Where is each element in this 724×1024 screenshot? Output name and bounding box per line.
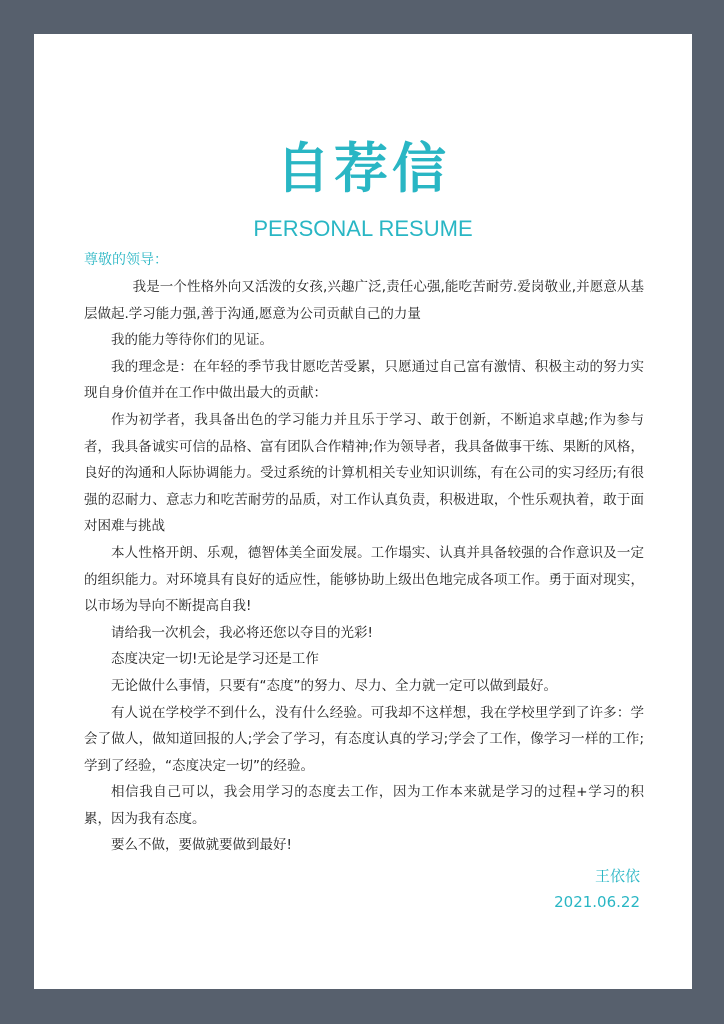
paragraph: 作为初学者，我具备出色的学习能力并且乐于学习、敢于创新，不断追求卓越;作为参与者，我具备诚实可信的品格、富有团队合作精神;作为领导者，我具备做事干练、果断的风格，良好的沟通和人际协调能力。受过系统的计算机相关专业知识训练，有在公司的实习经历;有很强的忍耐力、意志力和吃苦耐劳的品质，对工作认真负责，积极进取，个性乐观执着，敢于面对困难与挑战 — [84, 411, 644, 535]
paragraph: 要么不做，要做就要做到最好! — [111, 837, 292, 854]
signature-name: 王依依 — [594, 867, 640, 885]
page-subtitle: PERSONAL RESUME — [253, 216, 473, 241]
page-title: 自荐信 — [276, 137, 450, 200]
paragraph: 我的理念是：在年轻的季节我甘愿吃苦受累，只愿通过自己富有激情、积极主动的努力实现自身价值并在工作中做出最大的贡献： — [84, 358, 644, 402]
paragraph: 无论做什么事情，只要有“态度”的努力、尽力、全力就一定可以做到最好。 — [111, 677, 557, 694]
paragraph: 本人性格开朗、乐观，德智体美全面发展。工作塌实、认真并具备较强的合作意识及一定的组织能力。对环境具有良好的适应性，能够协助上级出色地完成各项工作。勇于面对现实，以市场为导向不断提高自我! — [84, 544, 644, 615]
paragraph: 态度决定一切!无论是学习还是工作 — [111, 651, 319, 668]
greeting: 尊敬的领导： — [84, 252, 168, 268]
paragraph: 有人说在学校学不到什么，没有什么经验。可我却不这样想，我在学校里学到了许多：学会了做人，做知道回报的人;学会了学习，有态度认真的学习;学会了工作，像学习一样的工作;学到了经验，“态度决定一切”的经验。 — [84, 704, 644, 774]
paragraph: 相信我自己可以，我会用学习的态度去工作，因为工作本来就是学习的过程+学习的积累，因为我有态度。 — [84, 784, 644, 827]
signature-date: 2021.06.22 — [554, 893, 640, 911]
paragraph: 我是一个性格外向又活泼的女孩,兴趣广泛,责任心强,能吃苦耐劳.爱岗敬业,并愿意从基层做起.学习能力强,善于沟通,愿意为公司贡献自己的力量 — [84, 279, 644, 322]
paragraph: 我的能力等待你们的见证。 — [111, 332, 273, 349]
letter-body — [84, 274, 644, 859]
letter-page — [34, 34, 692, 989]
paragraph: 请给我一次机会，我必将还您以夺目的光彩! — [111, 624, 373, 641]
